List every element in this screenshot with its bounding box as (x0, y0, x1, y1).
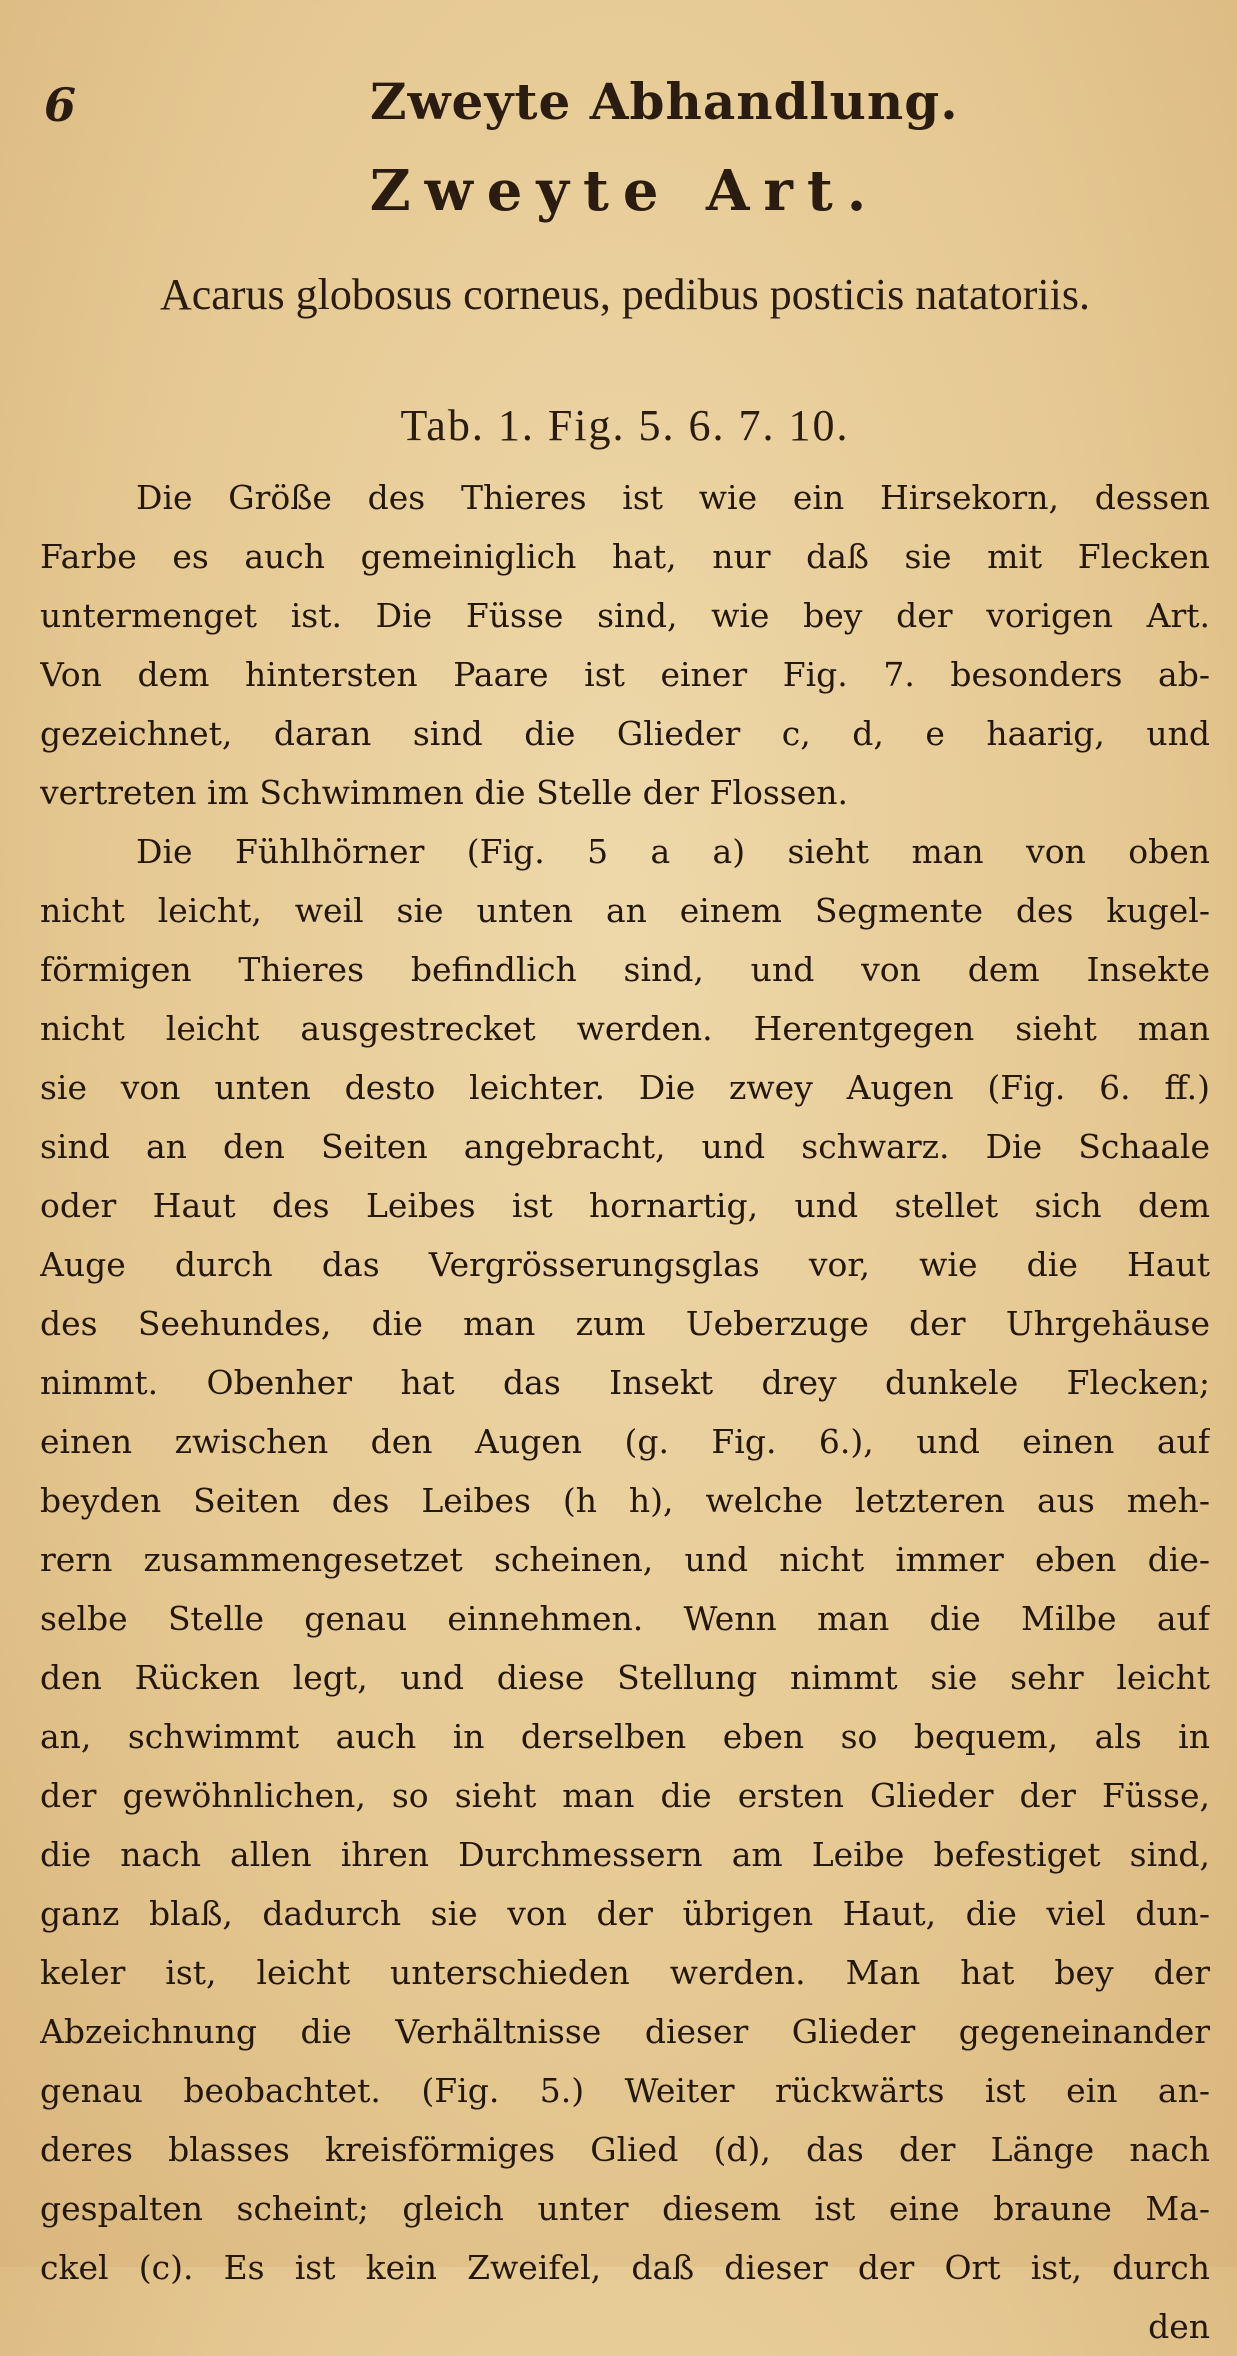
text-line: keler ist, leicht unterschieden werden. Man hat bey der (40, 1953, 1210, 1992)
text-line: den Rücken legt, und diese Stellung nimmt sie sehr leicht (40, 1658, 1210, 1697)
text-line: der gewöhnlichen, so sieht man die ersten Glieder der Füsse, (40, 1776, 1210, 1815)
text-line: des Seehundes, die man zum Ueberzuge der Uhrgehäuse (40, 1304, 1210, 1343)
text-line: an, schwimmt auch in derselben eben so bequem, als in (40, 1717, 1210, 1756)
text-line: Die Fühlhörner (Fig. 5 a a) sieht man von oben (136, 832, 1210, 871)
text-line: genau beobachtet. (Fig. 5.) Weiter rückwärts ist ein an- (40, 2071, 1210, 2110)
text-line: Abzeichnung die Verhältnisse dieser Glieder gegeneinander (40, 2012, 1210, 2051)
text-line: gespalten scheint; gleich unter diesem ist eine braune Ma- (40, 2189, 1210, 2228)
text-line: förmigen Thieres befindlich sind, und von dem Insekte (40, 950, 1210, 989)
text-line: die nach allen ihren Durchmessern am Leibe befestiget sind, (40, 1835, 1210, 1874)
text-line: Farbe es auch gemeiniglich hat, nur daß sie mit Flecken (40, 537, 1210, 576)
text-line: oder Haut des Leibes ist hornartig, und stellet sich dem (40, 1186, 1210, 1225)
text-line: sind an den Seiten angebracht, und schwarz. Die Schaale (40, 1127, 1210, 1166)
section-title: Zweyte Art. (369, 158, 881, 224)
text-line: sie von unten desto leichter. Die zwey Augen (Fig. 6. ff.) (40, 1068, 1210, 1107)
text-line: nicht leicht ausgestrecket werden. Herentgegen sieht man (40, 1009, 1210, 1048)
text-line: rern zusammengesetzet scheinen, und nicht immer eben die- (40, 1540, 1210, 1579)
text-line: deres blasses kreisförmiges Glied (d), das der Länge nach (40, 2130, 1210, 2169)
body-text (40, 468, 1210, 2356)
latin-species-name: Acarus globosus corneus, pedibus posticis natatoriis. (160, 270, 1090, 319)
text-line: vertreten im Schwimmen die Stelle der Flossen. (40, 773, 848, 812)
page-number: 6 (44, 78, 77, 132)
text-line: ckel (c). Es ist kein Zweifel, daß dieser der Ort ist, durch (40, 2248, 1210, 2287)
text-line: beyden Seiten des Leibes (h h), welche letzteren aus meh- (40, 1481, 1210, 1520)
text-line: untermenget ist. Die Füsse sind, wie bey der vorigen Art. (40, 596, 1210, 635)
text-line: ganz blaß, dadurch sie von der übrigen Haut, die viel dun- (40, 1894, 1210, 1933)
book-page (40, 40, 1210, 2346)
catchword: den (1148, 2307, 1210, 2346)
text-line: Die Größe des Thieres ist wie ein Hirsekorn, dessen (136, 478, 1210, 517)
running-title: Zweyte Abhandlung. (370, 72, 959, 131)
text-line: nicht leicht, weil sie unten an einem Segmente des kugel- (40, 891, 1210, 930)
text-line: einen zwischen den Augen (g. Fig. 6.), und einen auf (40, 1422, 1210, 1461)
text-line: gezeichnet, daran sind die Glieder c, d, e haarig, und (40, 714, 1210, 753)
text-line: selbe Stelle genau einnehmen. Wenn man die Milbe auf (40, 1599, 1210, 1638)
text-line: Von dem hintersten Paare ist einer Fig. 7. besonders ab- (40, 655, 1210, 694)
text-line: Auge durch das Vergrösserungsglas vor, wie die Haut (40, 1245, 1210, 1284)
text-line: nimmt. Obenher hat das Insekt drey dunkele Flecken; (40, 1363, 1210, 1402)
figure-reference: Tab. 1. Fig. 5. 6. 7. 10. (400, 401, 850, 450)
page-header (40, 58, 1210, 148)
